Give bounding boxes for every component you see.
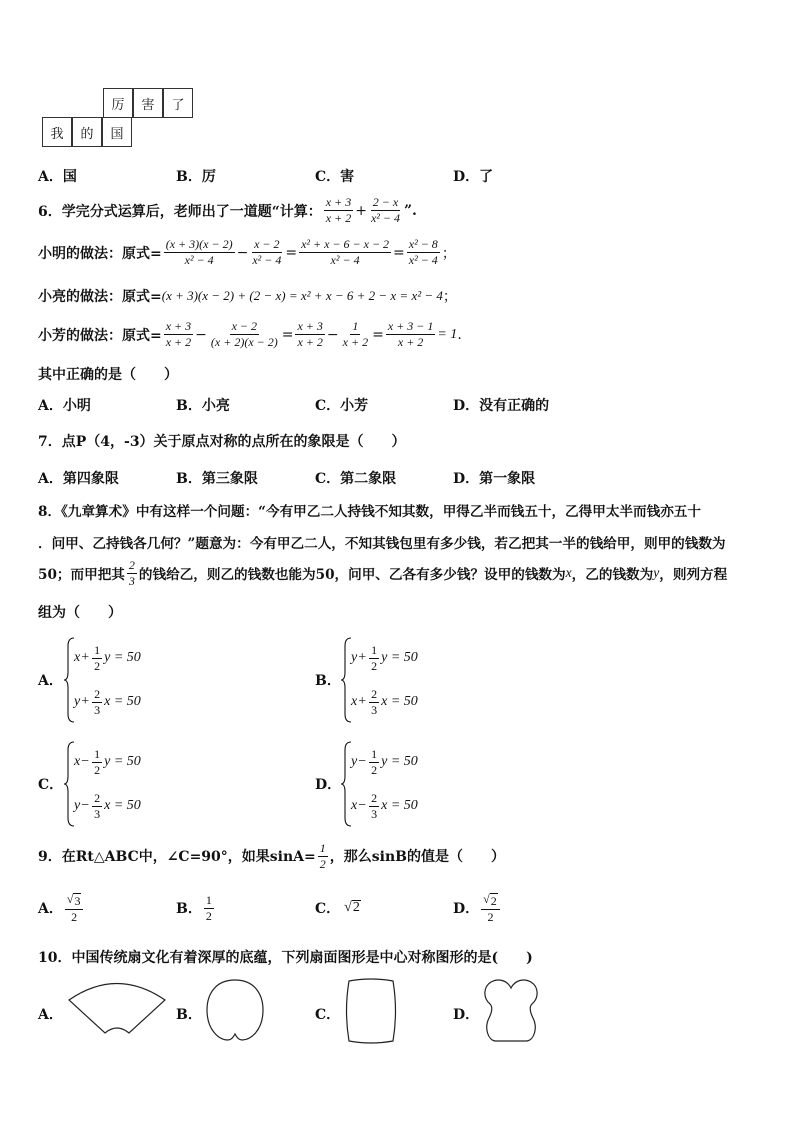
- fraction-denominator: 2: [94, 762, 101, 777]
- semicolon: ；: [441, 245, 456, 262]
- q10-option-b-label: B．: [176, 1007, 202, 1023]
- equation: [74, 636, 141, 680]
- fraction-denominator: 2: [94, 658, 101, 673]
- grid-cell: 的: [72, 117, 102, 147]
- fraction: [65, 893, 84, 924]
- operator: −: [358, 754, 367, 769]
- q9-option-b: [176, 888, 216, 928]
- q9-option-d: [453, 888, 502, 928]
- fraction-denominator: 2: [205, 908, 212, 923]
- q10-option-d-label: D．: [453, 1007, 480, 1023]
- equation: [74, 680, 141, 724]
- equation-system: [64, 636, 224, 724]
- equation-rest: x = 50: [104, 798, 141, 813]
- q8-line-3-mid: 的钱给乙，则乙的钱数也能为50，问甲、乙各有多少钱？设甲的钱数为: [138, 567, 566, 583]
- q6-xiaoliang-method: [38, 286, 457, 306]
- q6-stem: [38, 196, 417, 225]
- fraction: [369, 792, 379, 821]
- q8-line-3-start: 50；而甲把其: [38, 567, 125, 583]
- fraction-numerator: x + 3 − 1: [387, 319, 434, 333]
- xiaofang-result: = 1: [437, 326, 458, 342]
- equation-var: x: [74, 650, 81, 665]
- fraction-numerator: 1: [205, 892, 212, 907]
- q6-option-d: D．没有正确的: [453, 398, 550, 414]
- xiaoming-label: 小明的做法：原式=: [38, 245, 162, 262]
- q9-stem-end: ，那么sinB的值是（ ）: [329, 849, 505, 865]
- equation-var: y: [351, 754, 358, 769]
- fraction: [204, 894, 214, 923]
- q10-stem: 10．中国传统扇文化有着深厚的底蕴，下列扇面图形是中心对称图形的是( ): [38, 950, 533, 966]
- q9-stem-start: 9．在Rt△ABC中，∠C=90°，如果sinA=: [38, 849, 316, 865]
- grid-cell: 了: [163, 88, 193, 118]
- equation-system: [64, 740, 224, 828]
- fraction: [92, 688, 102, 717]
- fraction-numerator: x² + x − 6 − x − 2: [301, 237, 390, 251]
- q8-option-label: A．: [38, 673, 63, 689]
- q6-option-a: A．小明: [38, 398, 91, 414]
- fraction-numerator: (x + 3)(x − 2): [165, 237, 233, 251]
- q10-option-a-label: A．: [38, 1007, 63, 1023]
- fraction-numerator: 2: [94, 790, 101, 805]
- fraction-numerator: [65, 893, 84, 910]
- fraction-numerator: 2 − x: [372, 195, 399, 209]
- q5-option-d: D．了: [453, 169, 494, 185]
- fraction: [92, 644, 102, 673]
- fraction-denominator: 2: [371, 762, 378, 777]
- equals-sign: =: [285, 244, 298, 261]
- fraction-denominator: x² − 4: [330, 253, 360, 267]
- radicand: 2: [490, 893, 497, 908]
- sqrt-icon: √ 2: [483, 891, 497, 908]
- fraction: [369, 688, 379, 717]
- equation-var: y: [74, 694, 81, 709]
- q5-option-b: B．厉: [176, 169, 216, 185]
- fraction-denominator: (x + 2)(x − 2): [210, 335, 278, 349]
- fraction-denominator: 3: [371, 702, 378, 717]
- equation-system: [341, 740, 501, 828]
- q9-option-c: [315, 888, 361, 928]
- xiaofang-label: 小芳的做法：原式=: [38, 327, 162, 344]
- equals-sign: =: [281, 326, 294, 343]
- operator: −: [81, 798, 90, 813]
- fraction-denominator: 2: [319, 856, 326, 871]
- fraction-denominator: x + 2: [397, 335, 424, 349]
- q6-fraction-1: [324, 196, 353, 225]
- equation-var: y: [351, 650, 358, 665]
- equation: [351, 636, 418, 680]
- fraction: [341, 320, 370, 349]
- semicolon: ；: [442, 289, 457, 305]
- var-x: x: [565, 565, 572, 580]
- sqrt-icon: √ 3: [66, 891, 81, 908]
- grid-cell: 害: [133, 88, 163, 118]
- fraction-numerator: 2: [128, 557, 135, 572]
- equation-rest: x = 50: [381, 694, 418, 709]
- equation-rest: y = 50: [381, 754, 418, 769]
- fraction-one-half: [318, 842, 328, 871]
- q8-option-label: D．: [315, 777, 342, 793]
- radicand: 2: [352, 900, 360, 915]
- sqrt-icon: √ 2: [344, 900, 360, 915]
- grid-cell: 我: [42, 117, 72, 147]
- fraction-denominator: 3: [94, 702, 101, 717]
- fraction-numerator: x + 3: [325, 195, 352, 209]
- fraction: [295, 320, 324, 349]
- operator: −: [358, 798, 367, 813]
- fraction-denominator: x² − 4: [184, 253, 214, 267]
- fraction-numerator: x − 2: [254, 237, 280, 251]
- equation: [74, 784, 141, 828]
- equation-var: y: [74, 798, 81, 813]
- radicand: 3: [74, 893, 81, 908]
- fraction-denominator: 3: [371, 806, 378, 821]
- q8-line-3: [38, 553, 727, 593]
- equation-var: x: [351, 798, 358, 813]
- q10-option-c-label: C．: [315, 1007, 341, 1023]
- fraction: [92, 792, 102, 821]
- minus-sign: −: [326, 326, 339, 343]
- fraction-denominator: x² − 4: [252, 253, 282, 267]
- fraction: [369, 644, 379, 673]
- fraction: [407, 238, 440, 267]
- fraction-denominator: x² − 4: [408, 253, 438, 267]
- equation: [351, 680, 418, 724]
- option-label: D．: [453, 901, 480, 917]
- fraction: [481, 893, 500, 924]
- q7-option-b: B．第三象限: [176, 471, 258, 487]
- fraction-denominator: x + 2: [297, 335, 323, 349]
- fraction-denominator: 2: [371, 658, 378, 673]
- fraction-denominator: x + 2: [165, 335, 192, 349]
- grid-cell: 厉: [103, 88, 133, 118]
- fraction: [164, 238, 235, 267]
- fan-shape-b-icon: [204, 978, 266, 1042]
- q8-line-3-end: ，则列方程: [659, 567, 728, 583]
- fraction: [164, 320, 193, 349]
- q9-option-a: [38, 888, 85, 928]
- fraction: [250, 238, 283, 267]
- equals-sign: =: [372, 326, 384, 343]
- fraction-numerator: 1: [371, 642, 378, 657]
- fraction-denominator: 3: [94, 806, 101, 821]
- equation-var: x: [351, 694, 358, 709]
- xiaoliang-expression: (x + 3)(x − 2) + (2 − x) = x² + x − 6 + 2 − x = x² − 4: [161, 288, 443, 303]
- fraction-numerator: x + 3: [165, 319, 192, 333]
- fraction-numerator: 2: [371, 790, 378, 805]
- equation-rest: y = 50: [104, 650, 141, 665]
- equation: [351, 740, 418, 784]
- fraction-numerator: x² − 8: [408, 237, 438, 251]
- option-label: B．: [176, 901, 202, 917]
- q6-xiaoming-method: [38, 238, 456, 267]
- q6-stem-end: ”.: [404, 202, 417, 219]
- q6-option-b: B．小亮: [176, 398, 230, 414]
- q6-xiaofang-method: [38, 320, 462, 349]
- equation-rest: x = 50: [381, 798, 418, 813]
- q7-option-a: A．第四象限: [38, 471, 119, 487]
- fraction-numerator: x + 3: [297, 319, 323, 333]
- equation-rest: x = 50: [104, 694, 141, 709]
- equation-var: x: [74, 754, 81, 769]
- option-label: C．: [315, 901, 341, 917]
- fraction-numerator: 2: [371, 686, 378, 701]
- fraction-denominator: x + 2: [325, 211, 352, 225]
- operator: +: [81, 650, 90, 665]
- var-y: y: [653, 565, 660, 580]
- equation-rest: y = 50: [104, 754, 141, 769]
- q7-stem: 7．点P（4，-3）关于原点对称的点所在的象限是（ ）: [38, 434, 406, 450]
- fraction-denominator: 3: [128, 573, 135, 588]
- minus-sign: −: [195, 326, 207, 343]
- q9-stem: [38, 836, 505, 876]
- q6-stem-text: 6．学完分式运算后，老师出了一道题“计算：: [38, 203, 322, 220]
- fraction-numerator: x − 2: [231, 319, 258, 333]
- q8-option-label: B．: [315, 673, 341, 689]
- fan-shape-a-icon: [66, 975, 168, 1037]
- fraction: [386, 320, 436, 349]
- fraction-denominator: 2: [487, 909, 494, 924]
- q8-line-1: 8．《九章算术》中有这样一个问题：“今有甲乙二人持钱不知其数，甲得乙半而钱五十，乙得甲太半而钱亦五十: [38, 504, 701, 520]
- q6-ask: 其中正确的是（ ）: [38, 367, 178, 383]
- fraction-numerator: 1: [319, 840, 326, 855]
- fraction-numerator: [481, 893, 500, 910]
- fraction: [209, 320, 280, 349]
- fan-shape-c-icon: [341, 978, 401, 1044]
- q8-line-3-mid2: ，乙的钱数为: [571, 567, 654, 583]
- q6-fraction-2: [369, 196, 402, 225]
- q5-option-a: A．国: [38, 169, 77, 185]
- fraction: [299, 238, 391, 267]
- grid-cell: 国: [102, 117, 132, 147]
- q8-line-4: 组为（ ）: [38, 605, 122, 621]
- equation-rest: y = 50: [381, 650, 418, 665]
- fraction: [92, 748, 102, 777]
- fraction-denominator: 2: [71, 909, 78, 924]
- equals-sign: =: [393, 244, 405, 261]
- q8-line-2: ．问甲、乙持钱各几何？”题意为：今有甲乙二人，不知其钱包里有多少钱，若乙把其一半的钱给甲，则甲的钱数为: [38, 536, 726, 552]
- fraction-numerator: 1: [371, 746, 378, 761]
- q6-option-c: C．小芳: [315, 398, 369, 414]
- q7-option-d: D．第一象限: [453, 471, 536, 487]
- q7-option-c: C．第二象限: [315, 471, 397, 487]
- minus-sign: −: [236, 244, 249, 261]
- equation-system: [341, 636, 501, 724]
- equation: [351, 784, 418, 828]
- fraction-denominator: x² − 4: [370, 211, 400, 225]
- fraction-numerator: 2: [94, 686, 101, 701]
- fraction: [369, 748, 379, 777]
- operator: +: [358, 650, 367, 665]
- fraction-numerator: 1: [352, 319, 359, 333]
- fraction-numerator: 1: [94, 746, 101, 761]
- fraction-denominator: x + 2: [342, 335, 369, 349]
- operator: −: [81, 754, 90, 769]
- fraction-numerator: 1: [94, 642, 101, 657]
- fan-shape-d-icon: [480, 976, 542, 1044]
- operator: +: [358, 694, 367, 709]
- period: .: [457, 326, 462, 343]
- equation: [74, 740, 141, 784]
- plus-sign: +: [355, 202, 367, 219]
- q8-option-label: C．: [38, 777, 64, 793]
- operator: +: [81, 694, 90, 709]
- q5-option-c: C．害: [315, 169, 355, 185]
- xiaoliang-label: 小亮的做法：原式=: [38, 289, 162, 305]
- fraction-two-thirds: [127, 559, 137, 588]
- option-label: A．: [38, 901, 63, 917]
